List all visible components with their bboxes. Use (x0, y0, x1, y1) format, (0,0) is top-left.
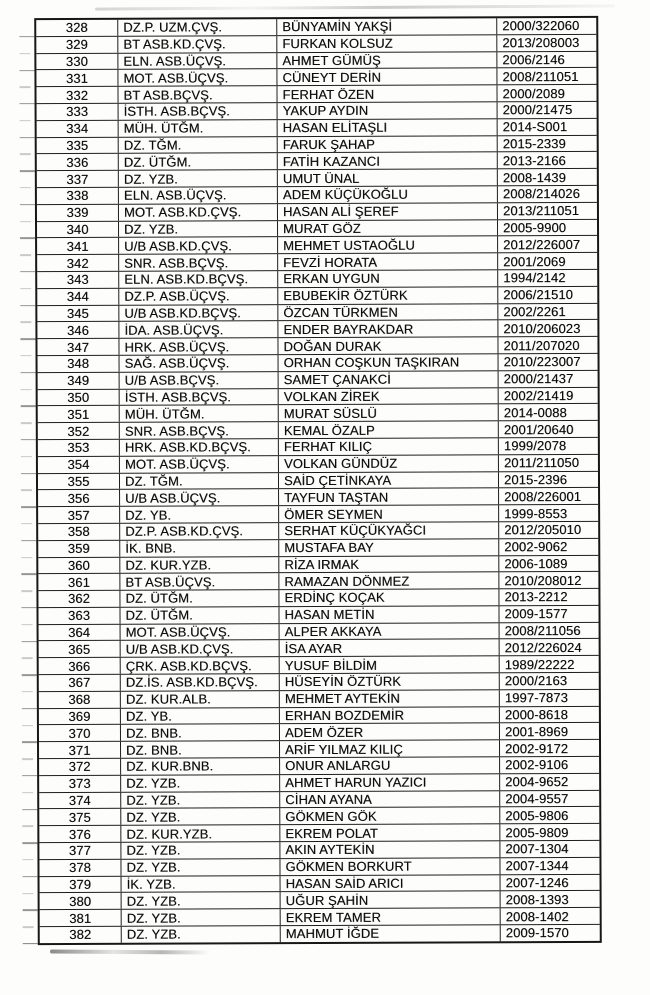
rank-cell: U/B ASB.KD.BÇVŞ. (119, 305, 278, 321)
table-row (37, 119, 597, 138)
name-cell: SERHAT KÜÇÜKYAĞCI (279, 522, 499, 539)
row-number-cell: 354 (38, 456, 120, 472)
table-row (36, 52, 596, 71)
registry-number-cell: 2001-8969 (504, 723, 569, 740)
row-number-cell: 360 (38, 557, 120, 573)
name-cell: TAYFUN TAŞTAN (279, 489, 499, 506)
name-cell: SAİD ÇETİNKAYA (279, 472, 499, 489)
name-cell: SAMET ÇANAKCİ (279, 371, 499, 388)
name-cell: MEHMET USTAOĞLU (278, 237, 498, 254)
row-number-cell: 336 (37, 154, 119, 170)
row-number-cell: 374 (39, 792, 121, 808)
registry-number-cell: 2010/208012 (504, 572, 582, 588)
rank-cell: MÜH. ÜTĞM. (119, 120, 278, 136)
rank-cell: U/B ASB.ÜÇVŞ. (120, 489, 279, 505)
scan-noise-bottom (50, 949, 210, 954)
rank-cell: BT ASB.BÇVŞ. (118, 86, 277, 102)
rank-cell: DZ. ÜTĞM. (120, 590, 279, 606)
table-row (37, 203, 597, 222)
rank-cell: DZ. ÜTĞM. (120, 607, 279, 623)
name-cell: FATİH KAZANCI (278, 153, 498, 170)
table-row (36, 85, 596, 104)
table-row (36, 18, 596, 37)
row-number-cell: 369 (39, 708, 121, 724)
table-row (39, 824, 599, 843)
table-row (39, 791, 599, 810)
row-number-cell: 370 (39, 725, 121, 741)
rank-cell: DZ. ÜTĞM. (119, 154, 278, 170)
rank-cell: SAĞ. ASB.ÜÇVŞ. (120, 355, 279, 371)
name-cell: YUSUF BİLDİM (280, 657, 500, 674)
name-cell: EKREM POLAT (280, 825, 500, 842)
table-row (38, 555, 598, 574)
registry-number-cell: 2014-S001 (502, 119, 568, 135)
row-number-cell: 335 (37, 137, 119, 153)
row-number-cell: 362 (38, 591, 120, 607)
row-number-cell: 347 (37, 339, 119, 355)
rank-cell: U/B ASB.KD.ÇVŞ. (121, 641, 280, 657)
rank-cell: DZ. YZB. (121, 859, 280, 875)
rank-cell: İSTH. ASB.BÇVŞ. (120, 389, 279, 405)
name-cell: ÖZCAN TÜRKMEN (278, 304, 498, 321)
row-number-cell: 355 (38, 473, 120, 489)
row-number-cell: 368 (39, 692, 121, 708)
rank-cell: DZ. BNB. (121, 741, 280, 757)
name-cell: ADEM KÜÇÜKOĞLU (278, 186, 498, 203)
rank-cell: DZ. TĞM. (119, 137, 278, 153)
table-row (38, 606, 598, 625)
row-number-cell: 376 (39, 826, 121, 842)
registry-number-cell: 2008-1393 (505, 891, 569, 908)
scan-noise-top (95, 4, 615, 10)
row-number-cell: 367 (39, 675, 121, 691)
name-cell: FERHAT KILIÇ (279, 438, 499, 455)
rank-cell: DZ. YZB. (119, 170, 278, 186)
table-row (37, 236, 597, 255)
table-row (38, 387, 598, 406)
name-cell: BÜNYAMİN YAKŞİ (277, 18, 497, 35)
name-cell: CÜNEYT DERİN (277, 69, 497, 86)
table-row (40, 925, 600, 943)
row-number-cell: 377 (39, 843, 121, 859)
registry-number-cell: 2006/2146 (502, 52, 565, 68)
row-number-cell: 365 (39, 641, 121, 657)
table-row (37, 270, 597, 289)
name-cell: ERKAN UYGUN (278, 270, 498, 287)
table-row (40, 875, 600, 894)
table-row (39, 740, 599, 759)
registry-number-cell: 2010/223007 (503, 354, 581, 370)
name-cell: ARİF YILMAZ KILIÇ (280, 741, 500, 758)
registry-number-cell: 1997-7873 (504, 690, 568, 706)
table-row (37, 219, 597, 238)
registry-number-cell: 2012/205010 (504, 522, 582, 538)
row-number-cell: 381 (40, 910, 122, 926)
registry-number-cell: 2000/21475 (502, 102, 573, 118)
registry-number-cell: 2000-8618 (504, 707, 569, 723)
registry-number-cell: 2006/21510 (503, 287, 574, 303)
registry-number-cell: 2002-9062 (504, 539, 568, 555)
name-cell: AKIN AYTEKİN (280, 841, 500, 858)
table-row (37, 136, 597, 155)
table-row (38, 438, 598, 457)
name-cell: FURKAN KOLSUZ (277, 35, 497, 52)
registry-number-cell: 1999/2078 (503, 438, 567, 454)
rank-cell: İDA. ASB.ÜÇVŞ. (119, 321, 278, 337)
registry-number-cell: 2001/20640 (503, 421, 574, 437)
table-row (37, 303, 597, 322)
row-number-cell: 339 (37, 205, 119, 221)
table-row (37, 186, 597, 205)
registry-number-cell: 2004-9652 (505, 774, 569, 790)
rank-cell: DZ. YZB. (121, 809, 280, 825)
name-cell: FARUK ŞAHAP (278, 136, 498, 153)
registry-number-cell: 2005-9900 (503, 219, 567, 236)
name-cell: ONUR ANLARGU (280, 757, 500, 774)
row-number-cell: 364 (39, 624, 121, 640)
rank-cell: DZ. YZB. (122, 893, 281, 909)
registry-number-cell: 2015-2396 (503, 471, 568, 488)
row-number-cell: 372 (39, 759, 121, 775)
table-row (39, 807, 599, 826)
name-cell: VOLKAN GÜNDÜZ (279, 455, 499, 472)
name-cell: HASAN METİN (279, 606, 499, 623)
rank-cell: DZ. TĞM. (120, 473, 279, 489)
row-number-cell: 357 (38, 507, 120, 523)
rank-cell: HRK. ASB.ÜÇVŞ. (119, 338, 278, 354)
registry-number-cell: 2005-9806 (505, 807, 569, 824)
rank-cell: DZ. KUR.BNB. (121, 758, 280, 774)
name-cell: ORHAN COŞKUN TAŞKIRAN (279, 354, 499, 371)
registry-number-cell: 2014-0088 (503, 404, 567, 421)
table-row (38, 488, 598, 507)
registry-number-cell: 2013-2212 (504, 589, 568, 605)
name-cell: ERHAN BOZDEMİR (280, 707, 500, 724)
rank-cell: BT ASB.ÜÇVŞ. (120, 573, 279, 589)
row-number-cell: 330 (36, 53, 118, 69)
table-row (38, 539, 598, 558)
table-row (36, 35, 596, 54)
table-row (38, 522, 598, 541)
table-row (37, 337, 597, 356)
row-number-cell: 346 (37, 322, 119, 338)
table-row (39, 673, 599, 692)
registry-number-cell: 1994/2142 (503, 270, 566, 286)
row-number-cell: 352 (38, 423, 120, 439)
rank-cell: SNR. ASB.BÇVŞ. (119, 254, 278, 270)
name-cell: ÖMER SEYMEN (279, 505, 499, 522)
table-row (38, 354, 598, 373)
registry-number-cell: 2009-1577 (504, 606, 568, 622)
rank-cell: MOT. ASB.ÜÇVŞ. (121, 624, 280, 640)
row-number-cell: 359 (38, 540, 120, 556)
rank-cell: ELN. ASB.ÜÇVŞ. (119, 187, 278, 203)
registry-number-cell: 2002/21419 (503, 387, 574, 404)
name-cell: FERHAT ÖZEN (277, 85, 497, 102)
name-cell: GÖKMEN BORKURT (280, 858, 500, 875)
registry-number-cell: 2015-2339 (502, 136, 566, 152)
registry-number-cell: 2005-9809 (505, 824, 569, 840)
table-row (37, 169, 597, 188)
rank-cell: İK. BNB. (120, 540, 279, 556)
name-cell: ERDİNÇ KOÇAK (279, 589, 499, 606)
row-number-cell: 356 (38, 490, 120, 506)
row-number-cell: 333 (37, 104, 119, 120)
name-cell: EKREM TAMER (281, 909, 501, 926)
table-row (36, 68, 596, 87)
table-row (38, 505, 598, 524)
row-number-cell: 345 (37, 305, 119, 321)
row-number-cell: 329 (36, 37, 118, 53)
rank-cell: U/B ASB.KD.ÇVŞ. (119, 238, 278, 254)
rank-cell: MÜH. ÜTĞM. (120, 405, 279, 421)
name-cell: AHMET HARUN YAZICI (280, 774, 500, 791)
row-number-cell: 341 (37, 238, 119, 254)
name-cell: HASAN ALİ ŞEREF (278, 203, 498, 220)
name-cell: RİZA IRMAK (279, 556, 499, 573)
table-row (39, 707, 599, 726)
registry-number-cell: 2007-1246 (505, 875, 569, 891)
registry-number-cell: 2008/226001 (504, 488, 582, 504)
row-number-cell: 353 (38, 440, 120, 456)
name-cell: ENDER BAYRAKDAR (278, 321, 498, 338)
rank-cell: DZ. YZB. (121, 775, 280, 791)
registry-number-cell: 2008-1402 (505, 908, 569, 924)
rank-cell: DZ. YZB. (119, 221, 278, 237)
table-row (39, 690, 599, 709)
row-number-cell: 331 (36, 70, 118, 86)
row-number-cell: 350 (38, 389, 120, 405)
name-cell: UĞUR ŞAHİN (281, 892, 501, 909)
registry-number-cell: 2008/211051 (502, 68, 579, 85)
registry-number-cell: 2007-1304 (505, 841, 569, 857)
personnel-table (34, 16, 602, 945)
rank-cell: DZ. YZB. (121, 842, 280, 858)
registry-number-cell: 2011/207020 (503, 337, 580, 353)
registry-number-cell: 2002-9172 (505, 740, 569, 756)
registry-number-cell: 2004-9557 (505, 791, 569, 807)
table-row (37, 287, 597, 306)
rank-cell: MOT. ASB.ÜÇVŞ. (118, 70, 277, 86)
rank-cell: DZ. BNB. (121, 725, 280, 741)
name-cell: CİHAN AYANA (280, 791, 500, 808)
table-row (37, 152, 597, 171)
rank-cell: DZ. KUR.YZB. (121, 825, 280, 841)
table-row (38, 421, 598, 440)
row-number-cell: 379 (40, 876, 122, 892)
registry-number-cell: 2012/226007 (503, 236, 581, 253)
name-cell: YAKUP AYDIN (278, 102, 498, 119)
row-number-cell: 373 (39, 776, 121, 792)
rank-cell: DZ.P. ASB.ÜÇVŞ. (119, 288, 278, 304)
table-row (39, 774, 599, 793)
name-cell: HASAN SAİD ARICI (281, 875, 501, 892)
rank-cell: İSTH. ASB.BÇVŞ. (119, 103, 278, 119)
row-number-cell: 358 (38, 524, 120, 540)
row-number-cell: 363 (38, 608, 120, 624)
row-number-cell: 343 (37, 272, 119, 288)
rank-cell: HRK. ASB.KD.BÇVŞ. (120, 439, 279, 455)
rank-cell: DZ. YZB. (122, 909, 281, 925)
name-cell: MAHMUT İĞDE (281, 925, 501, 942)
rank-cell: SNR. ASB.BÇVŞ. (120, 422, 279, 438)
name-cell: ALPER AKKAYA (280, 623, 500, 640)
registry-number-cell: 2013/211051 (502, 203, 580, 219)
name-cell: MURAT GÖZ (278, 220, 498, 237)
rank-cell: DZ. YB. (121, 708, 280, 724)
table-row (38, 572, 598, 591)
row-number-cell: 334 (37, 121, 119, 137)
row-number-cell: 361 (38, 574, 120, 590)
name-cell: VOLKAN ZİREK (279, 388, 499, 405)
rank-cell: MOT. ASB.ÜÇVŞ. (120, 456, 279, 472)
row-number-cell: 332 (36, 87, 118, 103)
row-number-cell: 378 (39, 860, 121, 876)
name-cell: MUSTAFA BAY (279, 539, 499, 556)
row-number-cell: 380 (40, 893, 122, 909)
registry-number-cell: 2011/211050 (503, 455, 580, 471)
table-row (39, 723, 599, 742)
registry-number-cell: 2010/206023 (503, 320, 581, 337)
table-row (39, 656, 599, 675)
rank-cell: U/B ASB.BÇVŞ. (120, 372, 279, 388)
registry-number-cell: 2008-1439 (502, 169, 566, 185)
table-row (39, 623, 599, 642)
name-cell: GÖKMEN GÖK (280, 808, 500, 825)
row-number-cell: 348 (38, 356, 120, 372)
row-number-cell: 340 (37, 221, 119, 237)
row-number-cell: 342 (37, 255, 119, 271)
rank-cell: BT ASB.KD.ÇVŞ. (118, 36, 277, 52)
table-row (37, 102, 597, 121)
registry-number-cell: 2013-2166 (502, 152, 566, 169)
registry-number-cell: 2008/214026 (502, 186, 580, 202)
row-number-cell: 382 (40, 927, 122, 943)
rank-cell: ÇRK. ASB.KD.BÇVŞ. (121, 657, 280, 673)
name-cell: UMUT ÜNAL (278, 169, 498, 186)
registry-number-cell: 2006-1089 (504, 555, 568, 572)
rank-cell: DZ.P. ASB.KD.ÇVŞ. (120, 523, 279, 539)
name-cell: ADEM ÖZER (280, 724, 500, 741)
name-cell: RAMAZAN DÖNMEZ (279, 573, 499, 590)
registry-number-cell: 2000/2089 (502, 85, 565, 101)
rank-cell: DZ.P. UZM.ÇVŞ. (118, 19, 277, 35)
table-row (38, 371, 598, 390)
name-cell: DOĞAN DURAK (278, 337, 498, 354)
registry-number-cell: 2007-1344 (505, 858, 569, 874)
table-row (37, 320, 597, 339)
registry-number-cell: 1989/22222 (504, 656, 575, 672)
rank-cell: DZ. KUR.ALB. (121, 691, 280, 707)
name-cell: EBUBEKİR ÖZTÜRK (278, 287, 498, 304)
registry-number-cell: 2002-9106 (505, 757, 569, 773)
row-number-cell: 349 (38, 372, 120, 388)
table-row (38, 455, 598, 474)
row-number-cell: 338 (37, 188, 119, 204)
row-number-cell: 337 (37, 171, 119, 187)
table-row (40, 908, 600, 927)
table-row (40, 891, 600, 910)
registry-number-cell: 2000/2163 (504, 673, 568, 689)
name-cell: AHMET GÜMÜŞ (277, 52, 497, 69)
registry-number-cell: 2012/226024 (504, 639, 582, 656)
registry-number-cell: 2008/211056 (504, 623, 581, 639)
registry-number-cell: 2013/208003 (502, 35, 580, 51)
row-number-cell: 328 (36, 20, 118, 36)
row-number-cell: 371 (39, 742, 121, 758)
registry-number-cell: 2000/21437 (503, 371, 574, 387)
table-row (38, 589, 598, 608)
rank-cell: İK. YZB. (122, 876, 281, 892)
rank-cell: DZ. YB. (120, 506, 279, 522)
name-cell: KEMAL ÖZALP (279, 421, 499, 438)
table-row (39, 841, 599, 860)
rank-cell: ELN. ASB.KD.BÇVŞ. (119, 271, 278, 287)
rank-cell: DZ. YZB. (122, 926, 281, 942)
table-row (39, 858, 599, 877)
row-number-cell: 344 (37, 289, 119, 305)
name-cell: HASAN ELİTAŞLI (278, 119, 498, 136)
table-row (38, 471, 598, 490)
name-cell: HÜSEYİN ÖZTÜRK (280, 673, 500, 690)
table-row (37, 253, 597, 272)
personnel-table-body (34, 16, 602, 945)
table-row (39, 757, 599, 776)
rank-cell: DZ. YZB. (121, 792, 280, 808)
registry-number-cell: 2009-1570 (505, 925, 569, 941)
row-number-cell: 351 (38, 406, 120, 422)
rank-cell: DZ. KUR.YZB. (120, 557, 279, 573)
row-number-cell: 375 (39, 809, 121, 825)
table-row (38, 404, 598, 423)
rank-cell: MOT. ASB.KD.ÇVŞ. (119, 204, 278, 220)
registry-number-cell: 1999-8553 (504, 505, 568, 521)
rank-cell: DZ.İS. ASB.KD.BÇVŞ. (121, 674, 280, 690)
registry-number-cell: 2002/2261 (503, 303, 566, 320)
name-cell: MURAT SÜSLÜ (279, 405, 499, 422)
row-number-cell: 366 (39, 658, 121, 674)
name-cell: İSA AYAR (280, 640, 500, 657)
registry-number-cell: 2000/322060 (502, 18, 580, 34)
rank-cell: ELN. ASB.ÜÇVŞ. (118, 53, 277, 69)
table-row (39, 639, 599, 658)
name-cell: MEHMET AYTEKİN (280, 690, 500, 707)
name-cell: FEVZİ HORATA (278, 253, 498, 270)
registry-number-cell: 2001/2069 (503, 253, 566, 269)
